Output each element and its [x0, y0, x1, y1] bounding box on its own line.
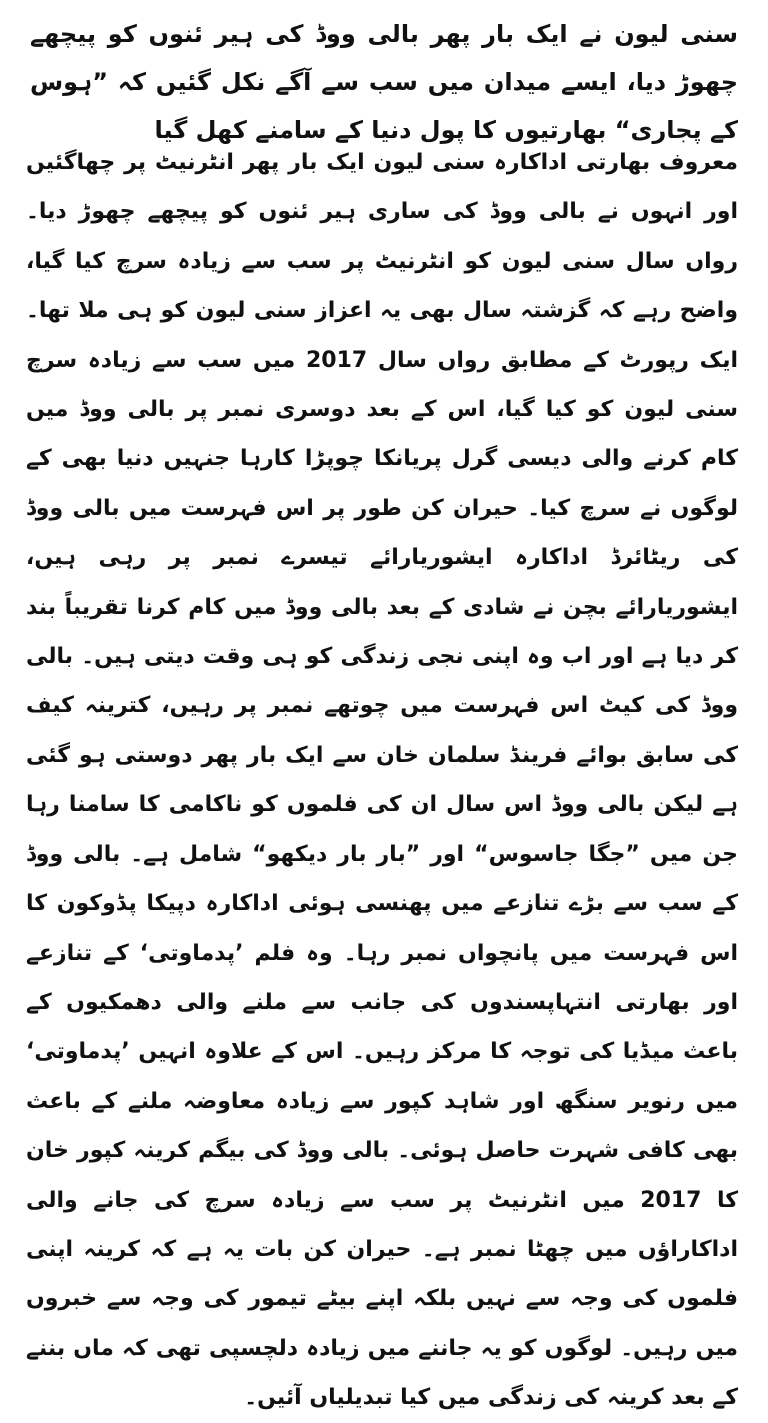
article-body: معروف بھارتی اداکارہ سنی لیون ایک بار پھر انٹرنیٹ پر چھاگئیں اور انہوں نے بالی ووڈ کی ساری ہیر ئنوں کو پیچھے چھوڑ دیا۔ رواں سال سنی لیون کو انٹرنیٹ پر سب سے زیادہ سرچ کیا گیا، واضح رہے کہ گزشتہ سال بھی یہ اعزاز سنی لیون کو ہی ملا تھا۔ ایک رپورٹ کے مطابق رواں سال 2017 میں سب سے زیادہ سرچ سنی لیون کو کیا گیا، اس کے بعد دوسری نمبر پر بالی ووڈ میں کام کرنے والی دیسی گرل پریانکا چوپڑا کارہا جنہیں دنیا بھی کے لوگوں نے سرچ کیا۔ حیران کن طور پر اس فہرست میں بالی ووڈ کی ریٹائرڈ اداکارہ ایشوریارائے تیسرے نمبر پر رہی ہیں، ایشوریارائے بچن نے شادی کے بعد بالی ووڈ میں کام کرنا تقریباً بند کر دیا ہے اور اب وہ اپنی نجی زندگی کو ہی وقت دیتی ہیں۔ بالی ووڈ کی کیٹ اس فہرست میں چوتھے نمبر پر رہیں، کترینہ کیف کی سابق بوائے فرینڈ سلمان خان سے ایک بار پھر دوستی ہو گئی ہے لیکن بالی ووڈ اس سال ان کی فلموں کو ناکامی کا سامنا رہا جن میں ”جگا جاسوس“ اور ”بار بار دیکھو“ شامل ہے۔ بالی ووڈ کے سب سے بڑے تنازعے میں پھنسی ہوئی اداکارہ دپیکا پڈوکون کا اس فہرست میں پانچواں نمبر رہا۔ وہ فلم ’پدماوتی‘ کے تنازعے اور بھارتی انتہاپسندوں کی جانب سے ملنے والی دھمکیوں کے باعث میڈیا کی توجہ کا مرکز رہیں۔ اس کے علاوہ انہیں ’پدماوتی‘ میں رنویر سنگھ اور شاہد کپور سے زیادہ معاوضہ ملنے کے باعث بھی کافی شہرت حاصل ہوئی۔ بالی ووڈ کی بیگم کرینہ کپور خان کا 2017 میں انٹرنیٹ پر سب سے زیادہ سرچ کی جانے والی اداکاراؤں میں چھٹا نمبر ہے۔ حیران کن بات یہ ہے کہ کرینہ اپنی فلموں کی وجہ سے نہیں بلکہ اپنے بیٹے تیمور کی وجہ سے خبروں میں رہیں۔ لوگوں کو یہ جاننے میں زیادہ دلچسپی تھی کہ ماں بننے کے بعد کرینہ کی زندگی میں کیا تبدیلیاں آئیں۔: [26, 150, 739, 1411]
article-headline: سنی لیون نے ایک بار پھر بالی ووڈ کی ہیر ئنوں کو پیچھے چھوڑ دیا، ایسے میدان میں سب سے آگے نکل گئیں کہ ”ہوس کے پجاری“ بھارتیوں کا پول دنیا کے سامنے کھل گیا: [30, 20, 738, 144]
